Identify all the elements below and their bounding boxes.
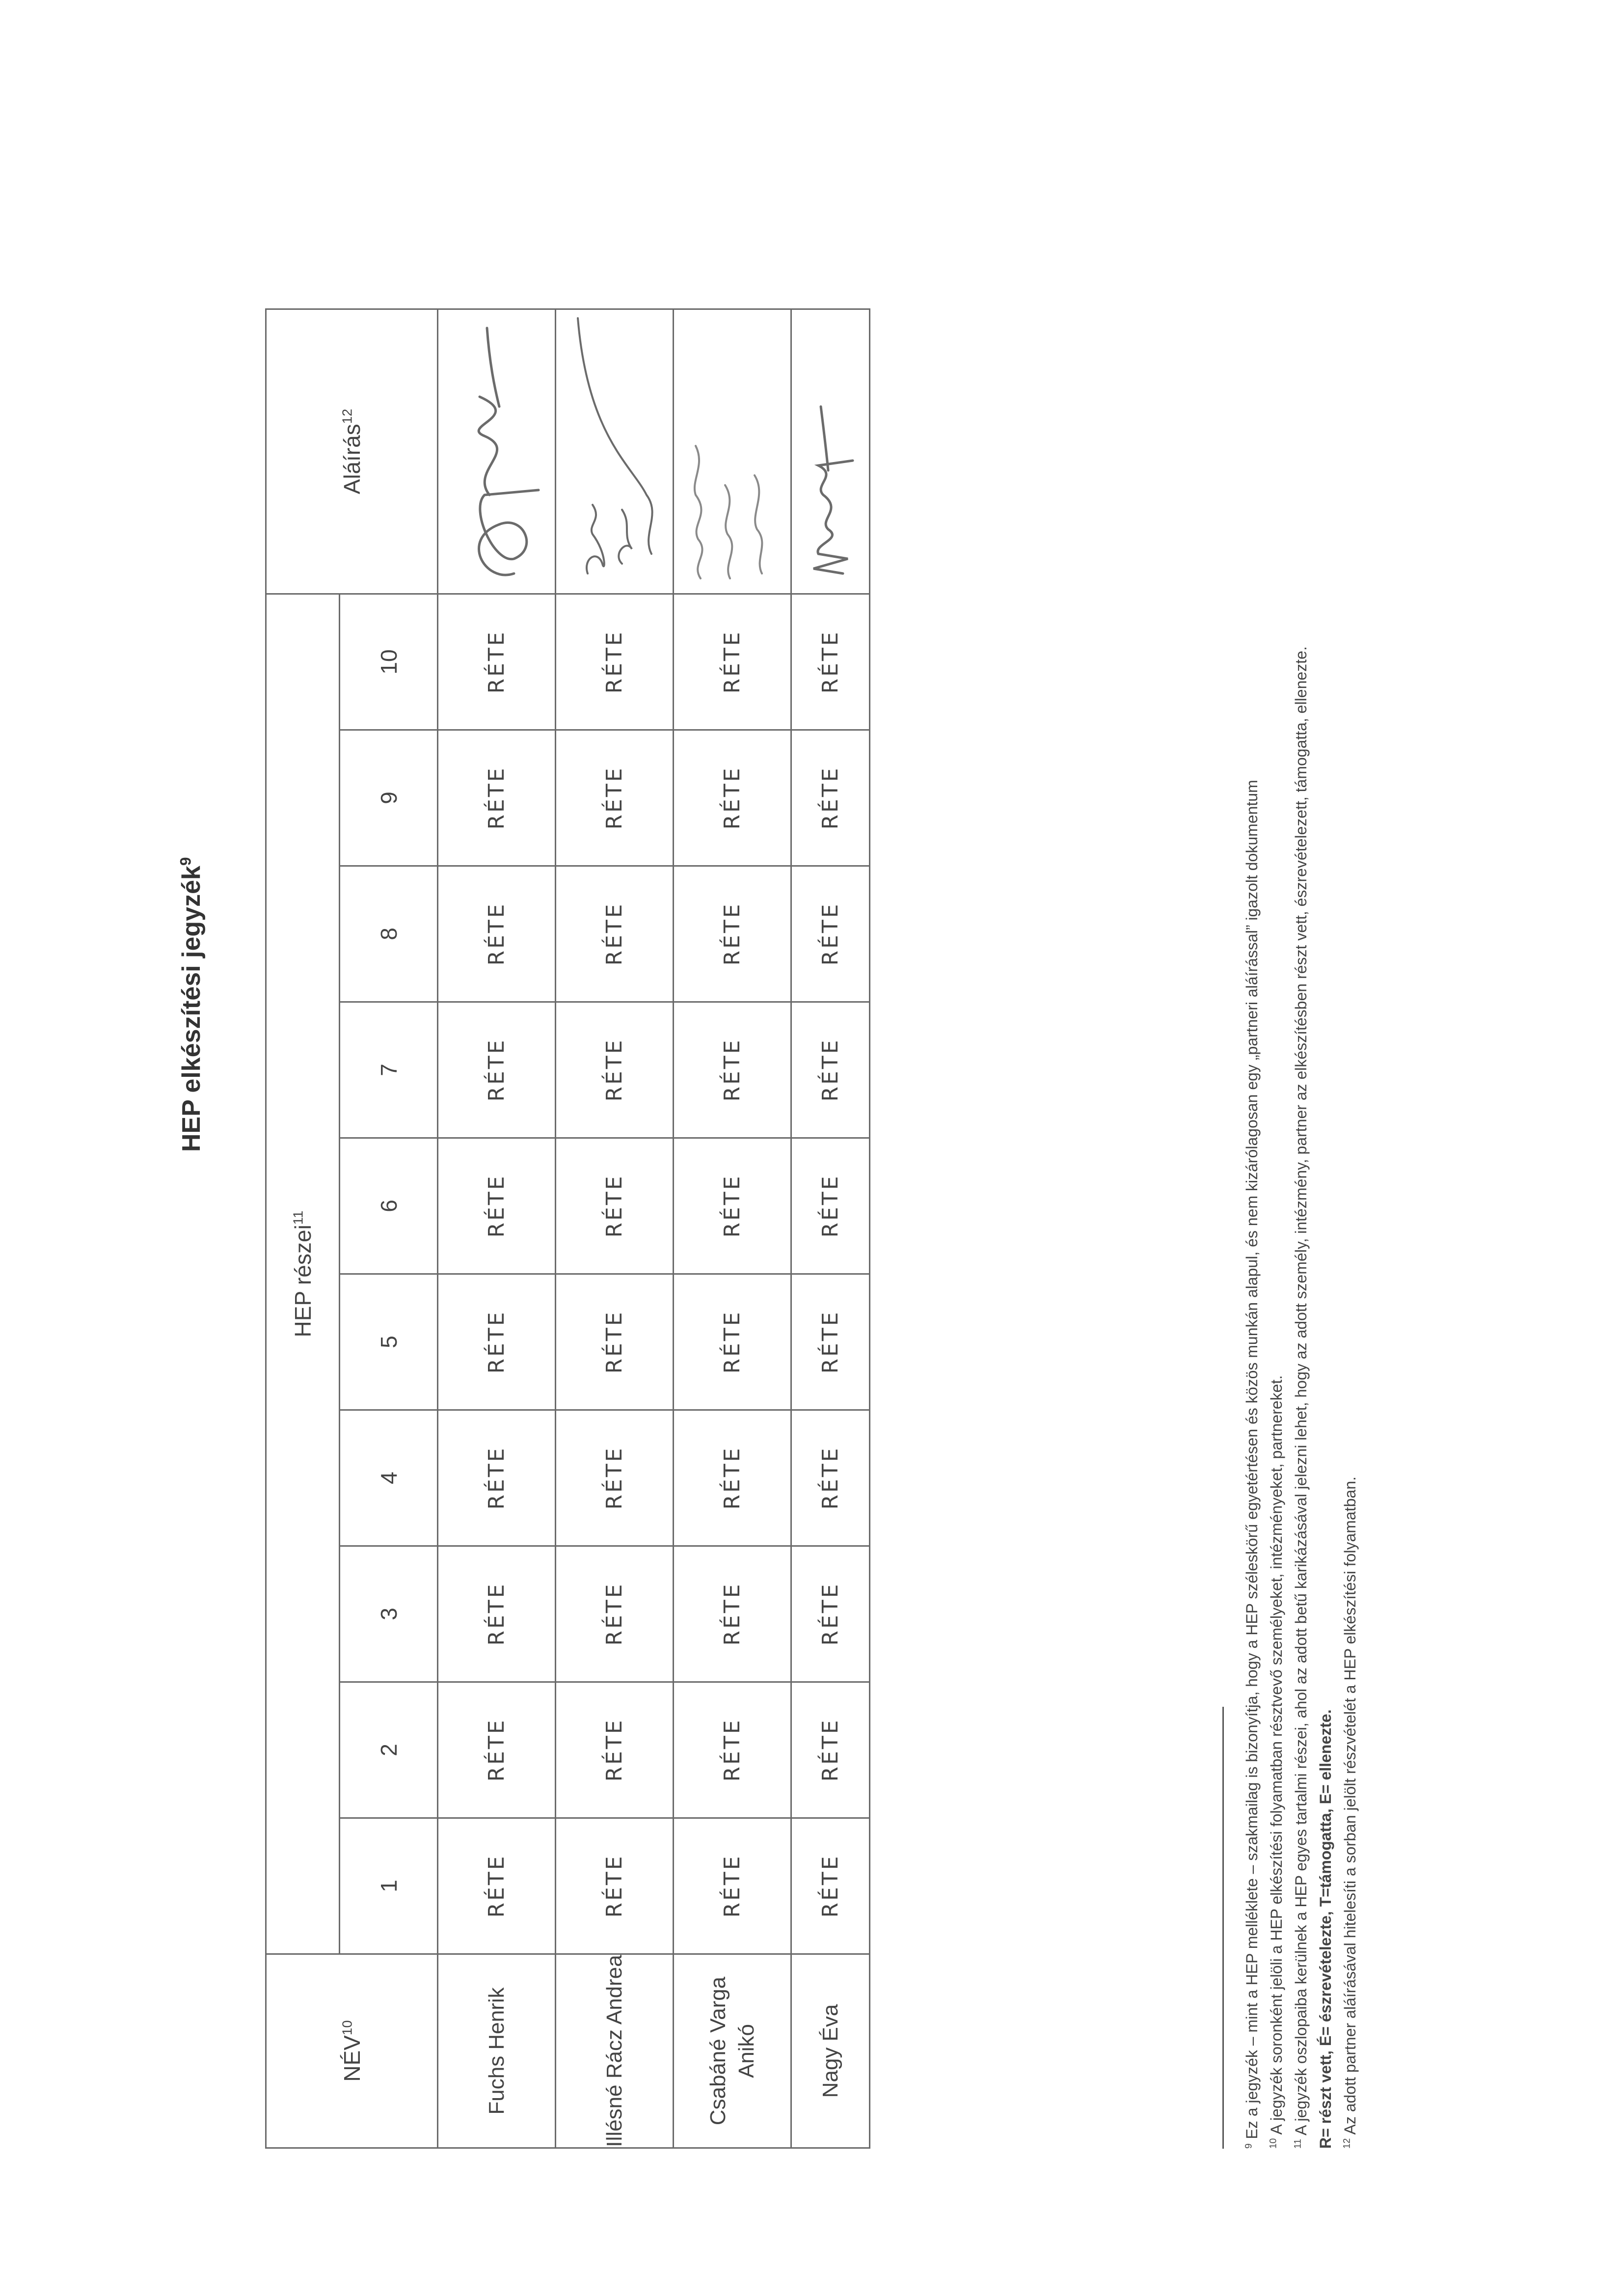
participation-code: RÉTE <box>674 1138 791 1274</box>
participation-code: RÉTE <box>556 1274 674 1410</box>
participant-name: Csabáné Varga Anikó <box>674 1954 791 2148</box>
participation-code: RÉTE <box>791 1274 870 1410</box>
participation-code: RÉTE <box>791 1138 870 1274</box>
participation-code: RÉTE <box>438 1410 556 1546</box>
participation-code: RÉTE <box>791 594 870 730</box>
participant-name: Fuchs Henrik <box>438 1954 556 2148</box>
footnote-separator <box>1222 1707 1224 2149</box>
column-number: 9 <box>340 730 438 866</box>
participation-code: RÉTE <box>674 1546 791 1682</box>
signature-header: Aláírás$^{12}$ <box>266 309 438 594</box>
participation-code: RÉTE <box>674 594 791 730</box>
participation-code: RÉTE <box>674 866 791 1002</box>
participation-code: RÉTE <box>438 594 556 730</box>
signature-cell <box>674 309 791 594</box>
participation-code: RÉTE <box>791 1410 870 1546</box>
column-number: 8 <box>340 866 438 1002</box>
participation-code: RÉTE <box>674 1410 791 1546</box>
footnote-10: $^{10}$ A jegyzék soronként jelöli a HEP elkészítési folyamatban résztvevő személyeket, intézményeket, partnereket. <box>1268 1375 1285 2149</box>
participation-code: RÉTE <box>791 1546 870 1682</box>
handwritten-signature-icon <box>558 311 671 593</box>
participation-code: RÉTE <box>438 1002 556 1138</box>
participant-name: Nagy Éva <box>791 1954 870 2148</box>
handwritten-signature-icon <box>794 311 867 593</box>
footnote-12: $^{12}$ Az adott partner aláírásával hitelesíti a sorban jelölt részvételét a HEP elkészítési folyamatban. <box>1341 1476 1359 2149</box>
participation-code: RÉTE <box>791 1682 870 1818</box>
participation-code: RÉTE <box>438 730 556 866</box>
participation-code: RÉTE <box>438 1274 556 1410</box>
column-number: 3 <box>340 1546 438 1682</box>
participation-code: RÉTE <box>674 1818 791 1954</box>
parts-header: HEP részei$^{11}$ <box>266 594 340 1954</box>
participation-code: RÉTE <box>556 594 674 730</box>
signature-cell <box>438 309 556 594</box>
table-row <box>556 309 674 2148</box>
participation-code: RÉTE <box>438 1682 556 1818</box>
participation-code: RÉTE <box>556 1682 674 1818</box>
participation-code: RÉTE <box>791 1002 870 1138</box>
document-title: HEP elkészítési jegyzék$^9$ <box>177 857 206 1152</box>
participation-code: RÉTE <box>791 730 870 866</box>
participation-code: RÉTE <box>556 1546 674 1682</box>
participation-code: RÉTE <box>674 730 791 866</box>
participation-code: RÉTE <box>556 730 674 866</box>
handwritten-signature-icon <box>440 311 553 593</box>
participation-code: RÉTE <box>438 1818 556 1954</box>
participation-code: RÉTE <box>556 1818 674 1954</box>
column-number: 5 <box>340 1274 438 1410</box>
participation-code: RÉTE <box>791 1818 870 1954</box>
table-row <box>438 309 556 2148</box>
footnote-11: $^{11}$ A jegyzék oszlopaiba kerülnek a HEP egyes tartalmi részei, ahol az adott betű karikázásával jelezni lehet, hogy az adott személy, intézmény, partner az elkészítésben részt vett, észrevételezett, támogatta, ellenezte. <box>1292 646 1310 2149</box>
participation-code: RÉTE <box>674 1682 791 1818</box>
participation-code: RÉTE <box>674 1002 791 1138</box>
hep-table <box>265 308 870 2149</box>
column-number: 1 <box>340 1818 438 1954</box>
code-legend: R= részt vett, É= észrevételezte, T=támogatta, E= ellenezte. <box>1317 1709 1334 2149</box>
column-number: 10 <box>340 594 438 730</box>
participant-name: Illésné Rácz Andrea <box>556 1954 674 2148</box>
handwritten-signature-icon <box>676 311 789 593</box>
participation-code: RÉTE <box>556 1138 674 1274</box>
column-number: 2 <box>340 1682 438 1818</box>
name-header: NÉV$^{10}$ <box>266 1954 438 2148</box>
participation-code: RÉTE <box>438 1138 556 1274</box>
participation-code: RÉTE <box>556 1002 674 1138</box>
participation-code: RÉTE <box>556 866 674 1002</box>
footnote-9: $^9$ Ez a jegyzék – mint a HEP melléklete – szakmailag is bizonyítja, hogy a HEP széleskörű egyetértésen és közös munkán alapul, és nem kizárólagosan egy „partneri aláírással” igazolt dokumentum <box>1243 780 1261 2149</box>
participation-code: RÉTE <box>438 1546 556 1682</box>
footnotes <box>1240 283 1362 2149</box>
signature-cell <box>556 309 674 594</box>
participation-code: RÉTE <box>556 1410 674 1546</box>
column-number: 7 <box>340 1002 438 1138</box>
participation-code: RÉTE <box>674 1274 791 1410</box>
table-row <box>791 309 870 2148</box>
column-number: 6 <box>340 1138 438 1274</box>
participation-code: RÉTE <box>438 866 556 1002</box>
table-row <box>674 309 791 2148</box>
signature-cell <box>791 309 870 594</box>
participation-code: RÉTE <box>791 866 870 1002</box>
column-number: 4 <box>340 1410 438 1546</box>
